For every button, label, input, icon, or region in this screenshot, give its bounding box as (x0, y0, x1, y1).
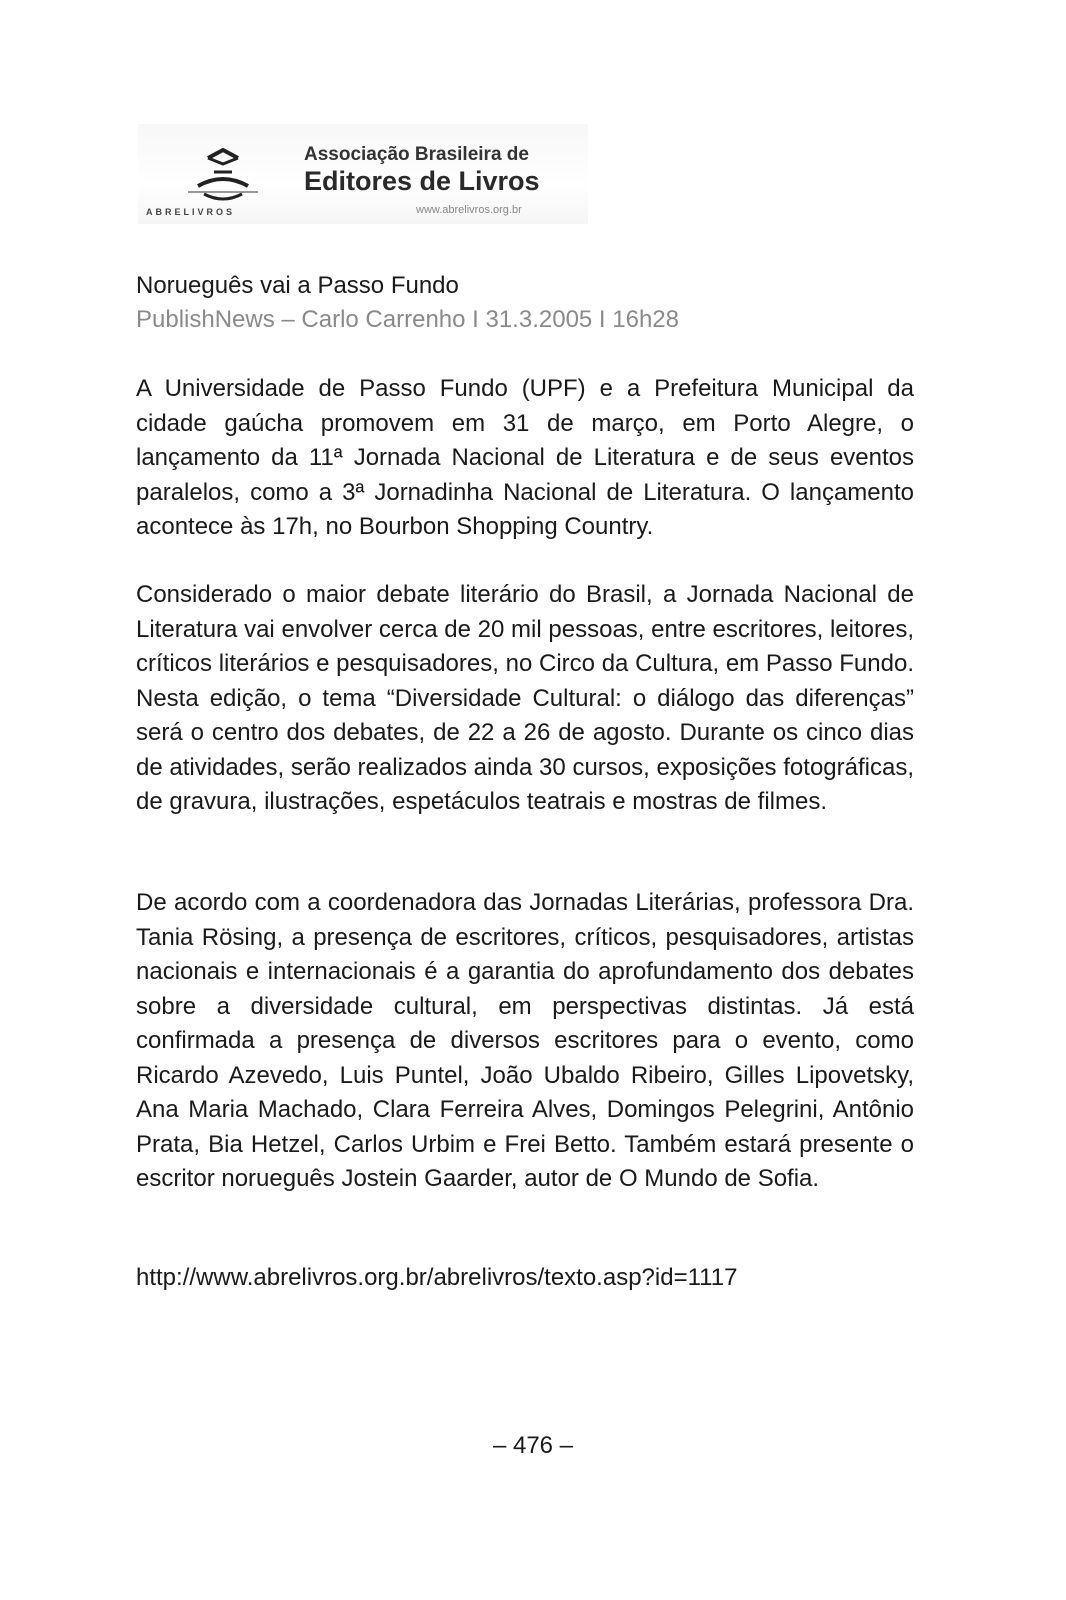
source-url: http://www.abrelivros.org.br/abrelivros/texto.asp?id=1117 (136, 1264, 738, 1291)
book-emblem-icon (178, 142, 268, 212)
article-title: Norueguês vai a Passo Fundo (136, 272, 459, 299)
page-number: – 476 – (492, 1432, 574, 1459)
abrelivros-logo (138, 124, 588, 224)
article-paragraph: De acordo com a coordenadora das Jornadas Literárias, professora Dra. Tania Rösing, a presença de escritores, críticos, pesquisadores, artistas nacionais e internacionais é a garantia do aprofundamento dos debates sobre a diversidade cultural, em perspectivas distintas. Já está confirmada a presença de diversos escritores para o evento, como Ricardo Azevedo, Luis Puntel, João Ubaldo Ribeiro, Gilles Lipovetsky, Ana Maria Machado, Clara Ferreira Alves, Domingos Pelegrini, Antônio Prata, Bia Hetzel, Carlos Urbim e Frei Betto. Também estará presente o escritor norueguês Jostein Gaarder, autor de O Mundo de Sofia. (136, 889, 914, 1192)
logo-association-line: Associação Brasileira de (304, 144, 529, 165)
article-paragraph: Considerado o maior debate literário do Brasil, a Jornada Nacional de Literatura vai envolver cerca de 20 mil pessoas, entre escritores, leitores, críticos literários e pesquisadores, no Circo da Cultura, em Passo Fundo. Nesta edição, o tema “Diversidade Cultural: o diálogo das diferenças” será o centro dos debates, de 22 a 26 de agosto. Durante os cinco dias de atividades, serão realizados ainda 30 cursos, exposições fotográficas, de gravura, ilustrações, espetáculos teatrais e mostras de filmes. (136, 581, 914, 815)
logo-wordmark: ABRELIVROS (146, 207, 236, 217)
article-byline: PublishNews – Carlo Carrenho I 31.3.2005 I 16h28 (136, 306, 679, 333)
article-paragraph: A Universidade de Passo Fundo (UPF) e a Prefeitura Municipal da cidade gaúcha promovem em 31 de março, em Porto Alegre, o lançamento da 11ª Jornada Nacional de Literatura e de seus eventos paralelos, como a 3ª Jornadinha Nacional de Literatura. O lançamento acontece às 17h, no Bourbon Shopping Country. (136, 375, 914, 540)
logo-publishers-line: Editores de Livros (304, 166, 540, 196)
logo-url: www.abrelivros.org.br (416, 204, 522, 216)
